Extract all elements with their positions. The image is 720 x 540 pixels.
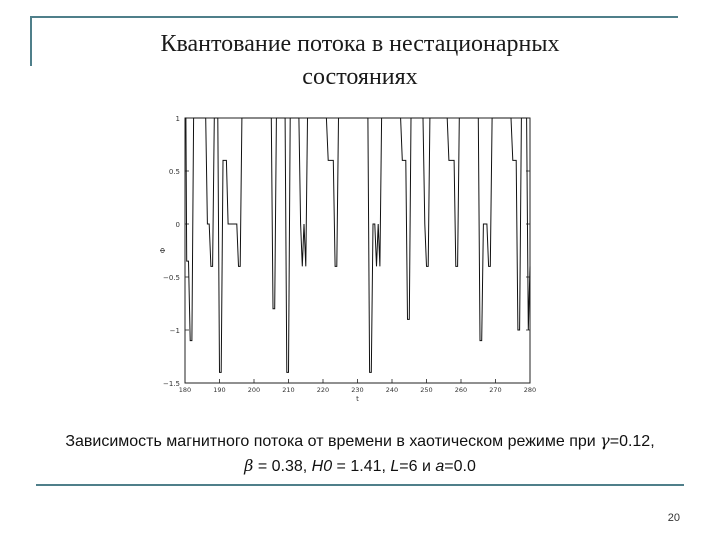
y-axis-label: Φ bbox=[159, 247, 167, 254]
h0-value: = 1.41, bbox=[332, 458, 391, 475]
left-frame-rule bbox=[30, 16, 32, 66]
x-tick-label: 260 bbox=[454, 386, 468, 394]
y-tick-label: −1 bbox=[169, 327, 180, 335]
beta-value: = 0.38, bbox=[253, 458, 312, 475]
caption-line-2 bbox=[20, 454, 700, 479]
h0-label: H0 bbox=[311, 458, 333, 475]
y-tick-label: 0 bbox=[175, 221, 180, 229]
y-tick-label: −0.5 bbox=[163, 274, 180, 282]
x-tick-label: 190 bbox=[213, 386, 226, 394]
caption-text-1: Зависимость магнитного потока от времени в хаотическом режиме при bbox=[65, 433, 601, 450]
a-label: a bbox=[435, 458, 445, 475]
top-frame-rule bbox=[30, 16, 678, 18]
x-tick-label: 200 bbox=[247, 386, 261, 394]
gamma-symbol: γ bbox=[600, 431, 610, 450]
gamma-value: =0.12, bbox=[609, 433, 655, 450]
x-tick-label: 240 bbox=[385, 386, 399, 394]
title-line-1: Квантование потока в нестационарных bbox=[160, 31, 560, 57]
x-tick-label: 280 bbox=[523, 386, 537, 394]
flux-time-chart bbox=[150, 110, 540, 410]
beta-symbol: β bbox=[244, 456, 254, 475]
x-tick-label: 250 bbox=[420, 386, 433, 394]
l-label: L bbox=[390, 458, 400, 475]
x-tick-label: 210 bbox=[282, 386, 295, 394]
x-tick-label: 230 bbox=[351, 386, 364, 394]
x-axis-label: t bbox=[356, 395, 359, 403]
x-tick-label: 180 bbox=[178, 386, 192, 394]
flux-series-line bbox=[185, 118, 530, 372]
figure-caption bbox=[20, 429, 700, 479]
slide-title bbox=[60, 28, 660, 94]
title-line-2: состояниях bbox=[302, 64, 418, 90]
a-value: =0.0 bbox=[444, 458, 476, 475]
chart-svg bbox=[150, 110, 540, 410]
y-tick-label: −1.5 bbox=[163, 380, 180, 388]
x-tick-label: 270 bbox=[489, 386, 502, 394]
x-tick-label: 220 bbox=[316, 386, 330, 394]
y-tick-label: 1 bbox=[175, 115, 180, 123]
bottom-rule bbox=[36, 484, 684, 486]
caption-line-1 bbox=[20, 429, 700, 454]
l-value: =6 и bbox=[399, 458, 436, 475]
page-number: 20 bbox=[667, 512, 680, 524]
y-tick-label: 0.5 bbox=[168, 168, 180, 176]
